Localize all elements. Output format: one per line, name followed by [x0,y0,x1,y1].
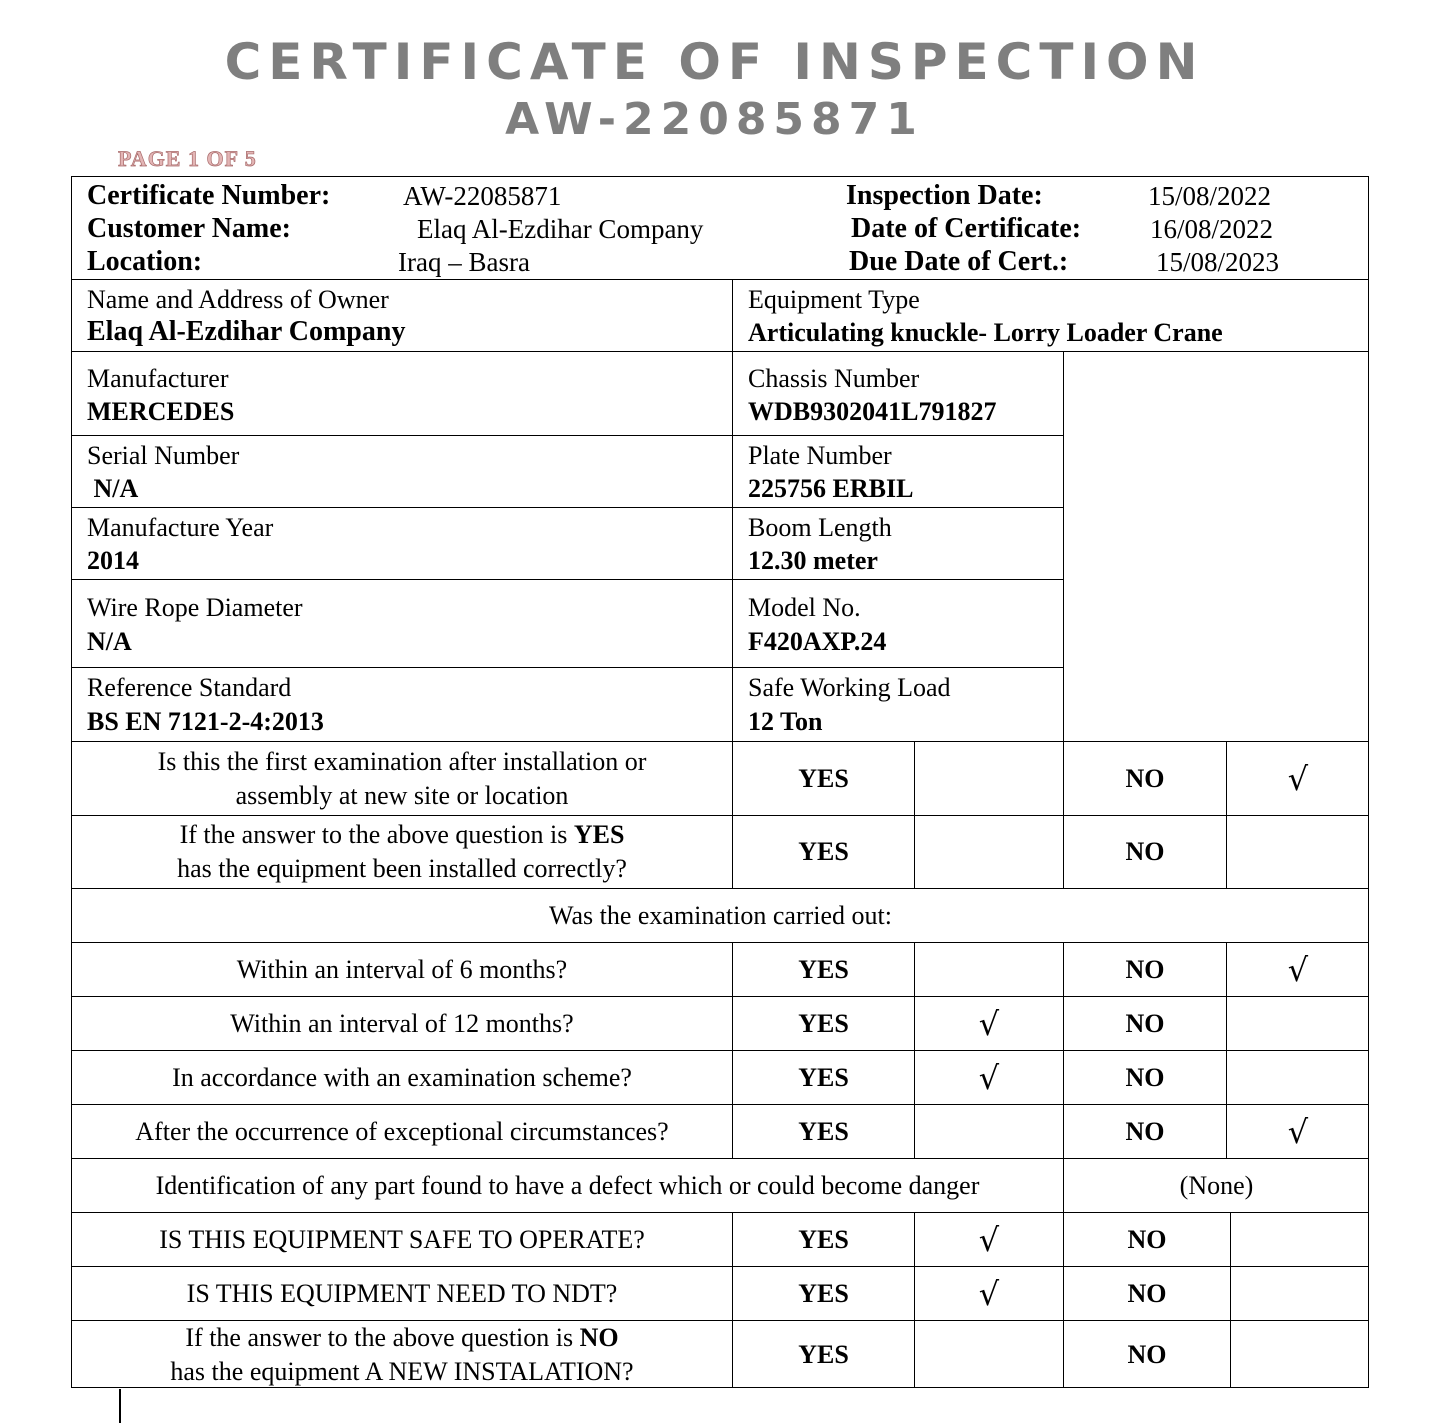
check-mark: √ [1287,1112,1309,1151]
yes-label-cell [732,1320,914,1388]
photo-area [1063,351,1369,741]
question-text: Within an interval of 6 months? [236,954,568,984]
section-text: Was the examination carried out: [548,900,892,930]
no-label-cell [1063,1104,1226,1158]
no-label-cell [1063,1050,1226,1104]
yes-check-cell [914,996,1063,1050]
manufacturer-cell [72,351,732,435]
yes-check-cell [914,741,1063,815]
yes-label-cell [732,1104,914,1158]
owner-label: Name and Address of Owner [87,285,389,314]
question-text: IS THIS EQUIPMENT NEED TO NDT? [186,1278,618,1308]
field-value: 12 Ton [748,707,823,736]
certificate-title-number: AW-22085871 [505,94,924,145]
serial-number-cell [72,435,732,507]
question-line: If the answer to the above question is YES [179,820,625,849]
no-label-cell [1063,1212,1230,1266]
field-label: Reference Standard [87,673,292,702]
owner-cell [72,279,732,351]
yes-check-cell [914,1266,1063,1320]
chassis-number-cell [732,351,1063,435]
boom-length-cell [732,507,1063,579]
yes-label-cell [732,1212,914,1266]
yes-check-cell [914,1050,1063,1104]
cert-date-value: 16/08/2022 [1150,214,1274,244]
no-label-cell [1063,942,1226,996]
wire-rope-diameter-cell [72,579,732,667]
yes-label: YES [798,1008,849,1038]
yes-label: YES [798,1224,849,1254]
yes-label: YES [798,763,849,793]
no-check-cell [1226,741,1369,815]
question-need-ndt [72,1266,732,1320]
check-mark: √ [978,1220,1000,1259]
yes-label-cell [732,815,914,888]
question-installed-correctly [72,815,732,888]
yes-label: YES [798,954,849,984]
question-line: has the equipment been installed correctly? [177,854,627,883]
yes-label-cell [732,1050,914,1104]
text-cursor [119,1389,121,1423]
field-label: Boom Length [748,513,892,542]
yes-check-cell [914,1104,1063,1158]
model-number-cell [732,579,1063,667]
no-label: NO [1125,837,1165,866]
question-new-installation [72,1320,732,1388]
safe-working-load-cell [732,667,1063,741]
field-label: Serial Number [87,441,240,470]
question-line: has the equipment A NEW INSTALATION? [170,1356,634,1386]
cert-number-label: Certificate Number: [87,180,331,211]
check-mark: √ [978,1058,1000,1097]
check-mark: √ [978,1004,1000,1043]
manufacture-year-cell [72,507,732,579]
question-line: Is this the first examination after installation or [157,746,647,776]
no-label-cell [1063,996,1226,1050]
no-label-cell [1063,815,1226,888]
field-value: 2014 [87,546,139,575]
field-label: Manufacture Year [87,513,274,542]
inspection-date-value: 15/08/2022 [1148,181,1272,211]
no-label-cell [1063,1320,1230,1388]
yes-label-cell [732,741,914,815]
reference-standard-cell [72,667,732,741]
field-label: Wire Rope Diameter [87,593,303,622]
no-label-cell [1063,741,1226,815]
yes-label-cell [732,996,914,1050]
no-check-cell [1226,942,1369,996]
question-first-examination [72,741,732,815]
yes-label: YES [798,1062,849,1092]
no-label: NO [1125,763,1165,793]
certificate-table [71,176,1369,1388]
question-text: Within an interval of 12 months? [230,1008,574,1038]
yes-label-cell [732,1266,914,1320]
question-text: IS THIS EQUIPMENT SAFE TO OPERATE? [159,1224,645,1254]
question-line: assembly at new site or location [235,780,569,810]
no-label: NO [1127,1278,1167,1308]
field-label: Manufacturer [87,364,229,393]
check-mark: √ [978,1274,1000,1313]
no-label-cell [1063,1266,1230,1320]
plate-number-cell [732,435,1063,507]
field-value: N/A [87,627,132,656]
defect-text: Identification of any part found to have a defect which or could become danger [155,1170,980,1200]
equipment-type-value: Articulating knuckle- Lorry Loader Crane [748,318,1223,347]
customer-label: Customer Name: [87,213,291,244]
no-check-cell [1226,1050,1369,1104]
field-label: Plate Number [748,441,892,470]
no-check-cell [1230,1320,1369,1388]
inspection-date-label: Inspection Date: [846,180,1043,211]
certificate-title: CERTIFICATE OF INSPECTION [224,33,1205,91]
no-check-cell [1226,815,1369,888]
question-6-months [72,942,732,996]
due-date-value: 15/08/2023 [1156,247,1280,277]
equipment-type-cell [732,279,1369,351]
check-mark: √ [1287,950,1309,989]
yes-label: YES [798,1116,849,1146]
field-value: WDB9302041L791827 [748,397,997,426]
question-exceptional-circumstances [72,1104,732,1158]
field-value: N/A [87,474,139,503]
no-label: NO [1125,954,1165,984]
no-label: NO [1125,1116,1165,1146]
no-check-cell [1226,996,1369,1050]
yes-label: YES [798,1339,849,1369]
defect-identification-cell [72,1158,1063,1212]
field-value: BS EN 7121-2-4:2013 [87,707,324,736]
field-value: 225756 ERBIL [748,474,914,503]
cert-number-value: AW-22085871 [403,181,562,211]
question-12-months [72,996,732,1050]
question-examination-scheme [72,1050,732,1104]
check-mark: √ [1287,759,1309,798]
section-examination-carried-out [72,888,1369,942]
no-label: NO [1127,1339,1167,1369]
no-check-cell [1226,1104,1369,1158]
no-label: NO [1127,1224,1167,1254]
owner-value: Elaq Al-Ezdihar Company [87,316,406,347]
field-value: 12.30 meter [748,546,878,575]
defect-value: (None) [1179,1170,1254,1200]
field-value: MERCEDES [87,397,235,426]
yes-check-cell [914,942,1063,996]
no-check-cell [1230,1212,1369,1266]
yes-check-cell [914,815,1063,888]
yes-label: YES [798,1278,849,1308]
yes-label: YES [798,837,849,866]
customer-value: Elaq Al-Ezdihar Company [417,214,704,244]
no-check-cell [1230,1266,1369,1320]
location-value: Iraq – Basra [398,247,530,277]
yes-check-cell [914,1212,1063,1266]
due-date-label: Due Date of Cert.: [849,246,1069,277]
equipment-type-label: Equipment Type [748,285,920,314]
cert-date-label: Date of Certificate: [851,213,1082,244]
field-label: Safe Working Load [748,673,951,702]
field-label: Model No. [748,593,861,622]
question-text: In accordance with an examination scheme? [172,1062,632,1092]
page-label: PAGE 1 OF 5 [118,146,257,171]
question-safe-to-operate [72,1212,732,1266]
question-text: After the occurrence of exceptional circumstances? [135,1116,669,1146]
location-label: Location: [87,246,203,277]
field-label: Chassis Number [748,364,920,393]
yes-check-cell [914,1320,1063,1388]
yes-label-cell [732,942,914,996]
header-block [72,177,1369,279]
field-value: F420AXP.24 [748,627,887,656]
question-line: If the answer to the above question is NO [185,1322,619,1352]
defect-value-cell [1063,1158,1369,1212]
no-label: NO [1125,1008,1165,1038]
no-label: NO [1125,1062,1165,1092]
